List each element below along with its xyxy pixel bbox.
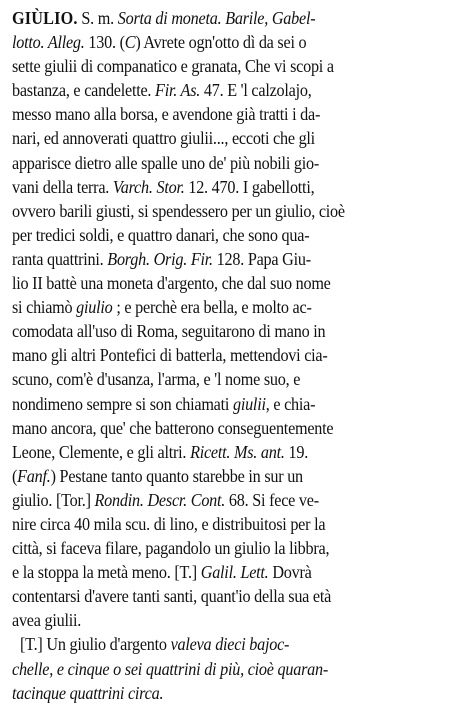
entry-line-text (12, 416, 333, 440)
italic-citation-text: giulii (232, 393, 266, 414)
entry-line-text (12, 54, 334, 78)
entry-text: [T.] Un giulio d'argento (20, 634, 171, 655)
entry-text: 130. ( (84, 32, 125, 53)
entry-text: bastanza, e candelette. (12, 80, 156, 101)
entry-text: 128. Papa Giu- (212, 248, 311, 269)
italic-citation-text: Fanf. (17, 465, 51, 486)
entry-text: mano gli altri Pontefici di batterla, mettendovi cia- (12, 345, 328, 366)
entry-line (12, 126, 463, 150)
entry-text: avea giulii. (12, 610, 82, 631)
entry-line-text (12, 367, 300, 391)
entry-text: e la stoppa la metà meno. [T.] (12, 562, 201, 583)
headword: GIÙLIO. (12, 8, 78, 28)
entry-line-text (12, 126, 315, 150)
entry-line-text (12, 151, 319, 175)
entry-line-text (12, 78, 312, 102)
entry-text: mano ancora, que' che batterono conseguentemente (12, 417, 334, 438)
entry-line-text (12, 440, 308, 464)
entry-line-text (12, 295, 312, 319)
italic-citation-text: C (124, 32, 136, 53)
entry-line (12, 657, 463, 681)
entry-line (12, 584, 463, 608)
entry-line (12, 319, 463, 343)
entry-line (12, 440, 463, 464)
entry-line-text (12, 343, 328, 367)
entry-text: ( (12, 465, 18, 486)
italic-citation-text: giulio (76, 297, 113, 318)
entry-text: lio II battè una moneta d'argento, che dal suo nome (12, 273, 331, 294)
entry-line-text (12, 319, 325, 343)
entry-line-text (12, 247, 311, 271)
entry-text: contentarsi d'avere tanti santi, quant'io della sua età (12, 586, 332, 607)
entry-line (12, 199, 463, 223)
entry-line (12, 151, 463, 175)
entry-text: sette giulii di companatico e granata, Che vi scopi a (12, 56, 334, 77)
entry-line-text (12, 271, 331, 295)
entry-line (12, 512, 463, 536)
entry-line (12, 30, 463, 54)
entry-text: nondimeno sempre si son chiamati (12, 393, 233, 414)
entry-line (12, 392, 463, 416)
entry-line (12, 78, 463, 102)
entry-text: nire circa 40 mila scu. di lino, e distribuitosi per la (12, 513, 326, 534)
entry-line (12, 271, 463, 295)
entry-text: S. m. (77, 8, 118, 28)
entry-text: vani della terra. (12, 176, 113, 197)
entry-line (12, 247, 463, 271)
entry-text: ranta quattrini. (12, 248, 108, 269)
entry-text: , e chia- (265, 393, 316, 414)
entry-text: ) Pestane tanto quanto starebbe in sur un (50, 465, 303, 486)
entry-line (12, 608, 463, 632)
entry-text: comodata all'uso di Roma, seguitarono di mano in (12, 321, 326, 342)
entry-line-text (12, 512, 325, 536)
entry-line (12, 464, 463, 488)
dictionary-entry-giulio (12, 6, 463, 705)
entry-line (12, 367, 463, 391)
italic-citation-text: Sorta di moneta. Barile, Gabel- (117, 8, 316, 28)
entry-text: ) Avrete ogn'otto dì da sei o (135, 32, 307, 53)
entry-line-text (12, 199, 345, 223)
italic-citation-text: lotto. Alleg. (12, 32, 85, 53)
entry-text: nari, ed annoverati quattro giulii..., eccoti che gli (12, 128, 315, 149)
entry-line-text (12, 536, 329, 560)
italic-citation-text: Rondin. Descr. Cont. (94, 489, 226, 510)
entry-line (12, 6, 463, 30)
italic-citation-text: Ricett. Ms. ant. (190, 441, 285, 462)
entry-text: messo mano alla borsa, e avendone già tratti i da- (12, 104, 321, 125)
entry-text: ovvero barili giusti, si spendessero per un giulio, cioè (12, 200, 345, 221)
entry-line-text (12, 30, 306, 54)
entry-line (12, 223, 463, 247)
entry-line-text (12, 681, 163, 705)
entry-line (12, 632, 463, 656)
entry-line (12, 560, 463, 584)
entry-line-text (12, 6, 315, 30)
entry-line (12, 54, 463, 78)
entry-line (12, 295, 463, 319)
italic-citation-text: valeva dieci bajoc- (170, 634, 290, 655)
entry-line (12, 102, 463, 126)
entry-line-text (12, 657, 328, 681)
entry-text: 12. 470. I gabellotti, (184, 176, 315, 197)
entry-text: Leone, Clemente, e gli altri. (12, 441, 191, 462)
entry-text: 68. Si fece ve- (225, 489, 319, 510)
entry-line-text (12, 584, 331, 608)
entry-text: per tredici soldi, e quattro danari, che sono qua- (12, 224, 310, 245)
italic-citation-text: Galil. Lett. (200, 562, 269, 583)
entry-text: si chiamò (12, 297, 77, 318)
entry-line-text (12, 488, 319, 512)
entry-text: apparisce dietro alle spalle uno de' più nobili gio- (12, 152, 320, 173)
entry-line-text (20, 632, 289, 656)
entry-text: città, si faceva filare, pagandolo un giulio la libbra, (12, 538, 330, 559)
entry-text: Dovrà (268, 562, 312, 583)
italic-citation-text: Fir. As. (155, 80, 201, 101)
entry-text: ; e perchè era bella, e molto ac- (112, 297, 312, 318)
entry-line (12, 681, 463, 705)
italic-citation-text: Borgh. Orig. Fir. (107, 248, 213, 269)
entry-line (12, 488, 463, 512)
entry-line-text (12, 175, 314, 199)
entry-line-text (12, 392, 315, 416)
entry-line (12, 175, 463, 199)
entry-line (12, 416, 463, 440)
entry-text: 19. (284, 441, 309, 462)
entry-line-text (12, 560, 312, 584)
entry-line-text (12, 102, 320, 126)
entry-text: scuno, com'è d'usanza, l'arma, e 'l nome suo, e (12, 369, 301, 390)
entry-line (12, 343, 463, 367)
italic-citation-text: Varch. Stor. (112, 176, 185, 197)
entry-text: 47. E 'l calzolajo, (200, 80, 312, 101)
entry-line-text (12, 464, 303, 488)
italic-citation-text: chelle, e cinque o sei quattrini di più, cioè quaran- (12, 658, 329, 679)
entry-line-text (12, 223, 309, 247)
entry-line-text (12, 608, 81, 632)
entry-text: giulio. [Tor.] (12, 489, 95, 510)
entry-line (12, 536, 463, 560)
italic-citation-text: tacinque quattrini circa. (12, 682, 164, 703)
